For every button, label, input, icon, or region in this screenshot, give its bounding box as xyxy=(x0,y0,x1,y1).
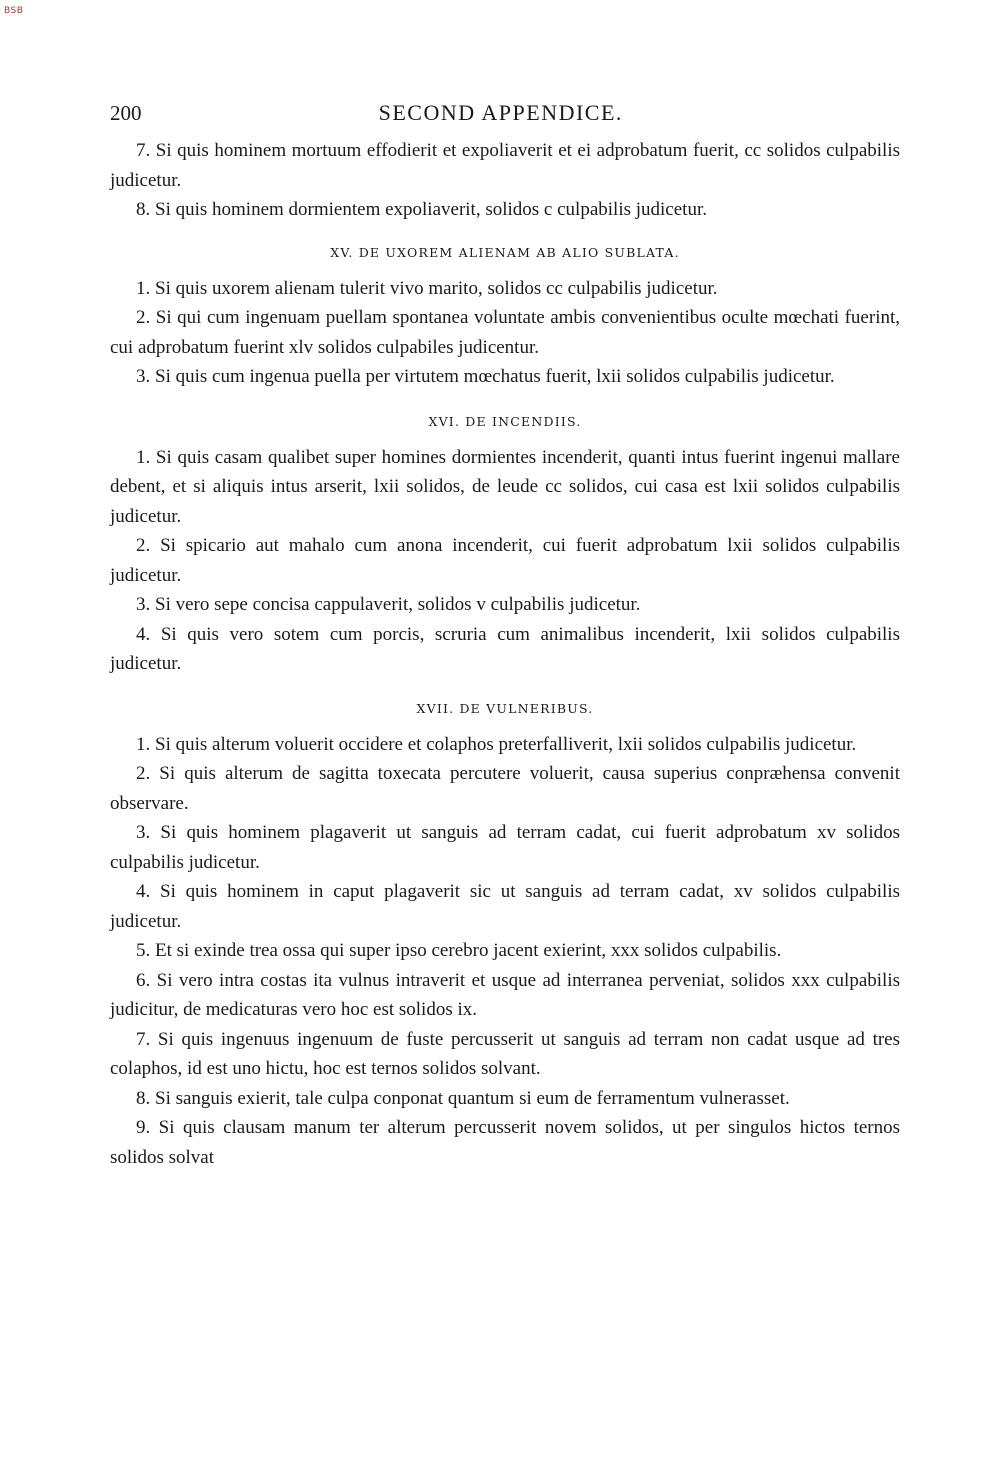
section-heading: XVII. DE VULNERIBUS. xyxy=(416,700,594,716)
paragraph: 9. Si quis clausam manum ter alterum percusserit novem solidos, ut per singulos hictos ternos solidos solvat xyxy=(110,1117,900,1168)
section-continuation xyxy=(110,136,900,225)
paragraph: 4. Si quis vero sotem cum porcis, scruria cum animalibus incenderit, lxii solidos culpabilis judicetur. xyxy=(110,623,900,674)
paragraph: 3. Si vero sepe concisa cappulaverit, solidos v culpabilis judicetur. xyxy=(136,594,641,615)
paragraph: 3. Si quis hominem plagaverit ut sanguis ad terram cadat, cui fuerit adprobatum xv solidos culpabilis judicetur. xyxy=(110,822,900,873)
paragraph: 1. Si quis alterum voluerit occidere et colaphos preterfalliverit, lxii solidos culpabilis judicetur. xyxy=(136,733,857,755)
paragraph: 8. Si sanguis exierit, tale culpa conponat quantum si eum de ferramentum vulnerasset. xyxy=(136,1087,790,1109)
paragraph: 4. Si quis hominem in caput plagaverit sic ut sanguis ad terram cadat, xv solidos culpabilis judicetur. xyxy=(110,881,900,932)
section-heading: XVI. DE INCENDIIS. xyxy=(428,413,582,429)
paragraph: 2. Si spicario aut mahalo cum anona incenderit, cui fuerit adprobatum lxii solidos culpabilis judicetur. xyxy=(110,535,900,586)
paragraph: 5. Et si exinde trea ossa qui super ipso cerebro jacent exierint, xxx solidos culpabilis. xyxy=(136,940,782,961)
section-xv xyxy=(110,245,900,392)
paragraph: 6. Si vero intra costas ita vulnus intraverit et usque ad interranea perveniat, solidos xxx culpabilis judicitur, de medicaturas vero hoc est solidos ix. xyxy=(110,969,900,1020)
paragraph: 3. Si quis cum ingenua puella per virtutem mœchatus fuerit, lxii solidos culpabilis judicetur. xyxy=(136,366,835,387)
section-heading: XV. DE UXOREM ALIENAM AB ALIO SUBLATA. xyxy=(330,244,680,260)
page-title: SECOND APPENDICE. xyxy=(378,100,623,125)
running-head xyxy=(110,100,900,136)
paragraph: 7. Si quis hominem mortuum effodierit et expoliaverit et ei adprobatum fuerit, cc solidos culpabilis judicetur. xyxy=(110,140,900,191)
paragraph: 7. Si quis ingenuus ingenuum de fuste percusserit ut sanguis ad terram non cadat usque ad tres colaphos, id est uno hictu, hoc est ternos solidos solvant. xyxy=(110,1028,900,1079)
paragraph: 2. Si qui cum ingenuam puellam spontanea voluntate ambis convenientibus oculte mœchati fuerint, cui adprobatum fuerint xlv solidos culpabiles judicentur. xyxy=(110,307,900,358)
paragraph: 1. Si quis uxorem alienam tulerit vivo marito, solidos cc culpabilis judicetur. xyxy=(136,277,718,299)
page-body xyxy=(110,100,900,1172)
paragraph: 1. Si quis casam qualibet super homines dormientes incenderit, quanti intus fuerint ingenui mallare debent, et si aliquis intus arserit, lxii solidos, de leude cc solidos, cui casa est lxii solidos culpabilis judicetur. xyxy=(110,446,900,527)
page-number: 200 xyxy=(110,101,142,125)
library-stamp: BSB xyxy=(4,6,24,16)
section-xvii xyxy=(110,701,900,1173)
paragraph: 2. Si quis alterum de sagitta toxecata percutere voluerit, causa superius conpræhensa convenit observare. xyxy=(110,763,900,814)
paragraph: 8. Si quis hominem dormientem expoliaverit, solidos c culpabilis judicetur. xyxy=(136,199,707,220)
section-xvi xyxy=(110,414,900,679)
